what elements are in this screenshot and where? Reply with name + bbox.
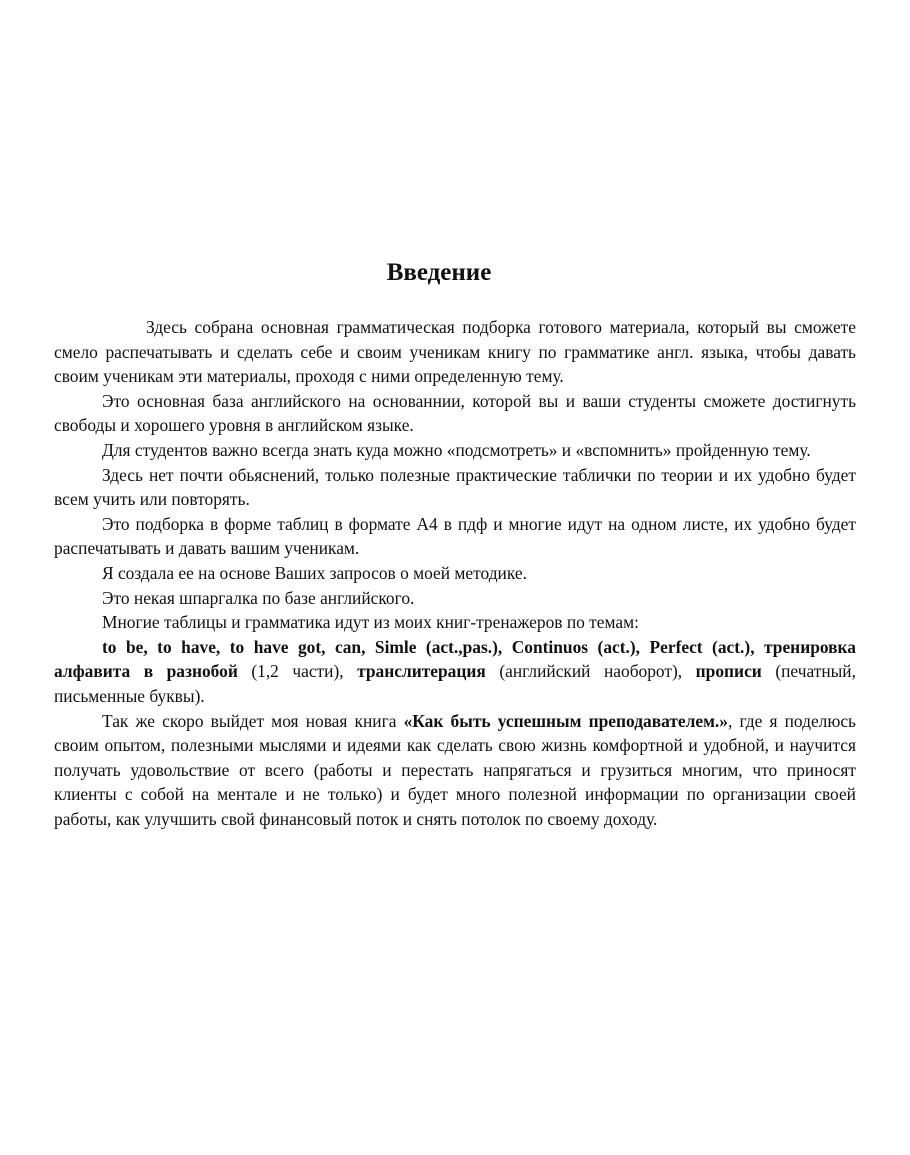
paragraph-books-intro: Многие таблицы и грамматика идут из моих книг-тренажеров по темам: [102,612,639,633]
topics-parts-note: (1,2 части), [237,661,358,682]
new-book-title: «Как быть успешным преподавателем.» [403,710,728,731]
topics-list-bold: to be, to have, to have got, can, Simle (act.,pas.), Continuos (act.), Perfect (act.), тренировка алфавита в разнобой [54,636,856,682]
new-book-description: , где я поделюсь своим опытом, полезными мыслями и идеями как сделать свою жизнь комфортной и удобной, и научится получать удовольствие от всего (работы и перестать напрягаться и грузиться многим, что приносят клиенты с собой на ментале и не только) и будет много полезной информации по организации своей работы, как улучшить свой финансовый поток и снять потолок по своему доходу. [54,710,856,829]
document-body [54,315,856,831]
copybook-note: (печатный, письменные буквы). [54,661,856,706]
paragraph-created: Я создала ее на основе Ваших запросов о моей методике. [102,562,527,583]
new-book-lead: Так же скоро выйдет моя новая книга [102,710,404,731]
topic-transliteration: транслитерация [357,661,486,682]
paragraph-base: Это основная база английского на основаннии, которой вы и ваши студенты сможете достигнуть свободы и хорошего уровня в английском языке. [54,390,856,436]
document-page [54,0,856,1155]
paragraph-students: Для студентов важно всегда знать куда можно «подсмотреть» и «вспомнить» пройденную тему. [102,439,811,460]
paragraph-intro: Здесь собрана основная грамматическая подборка готового материала, который вы сможете смело распечатывать и сделать себе и своим ученикам книгу по грамматике англ. языка, чтобы давать своим ученикам эти материалы, проходя с ними определенную тему. [54,317,856,387]
page-title: Введение [386,259,492,286]
paragraph-new-book [54,709,856,832]
paragraph-topics [54,635,856,709]
paragraph-explanations: Здесь нет почти обьяснений, только полезные практические таблички по теории и их удобно будет всем учить или повторять. [54,464,856,510]
transliteration-note: (английский наоборот), [485,661,696,682]
paragraph-format: Это подборка в форме таблиц в формате А4 в пдф и многие идут на одном листе, их удобно будет распечатывать и давать вашим ученикам. [54,513,856,559]
topic-copybook: прописи [695,661,762,682]
paragraph-cheatsheet: Это некая шпаргалка по базе английского. [102,587,415,608]
